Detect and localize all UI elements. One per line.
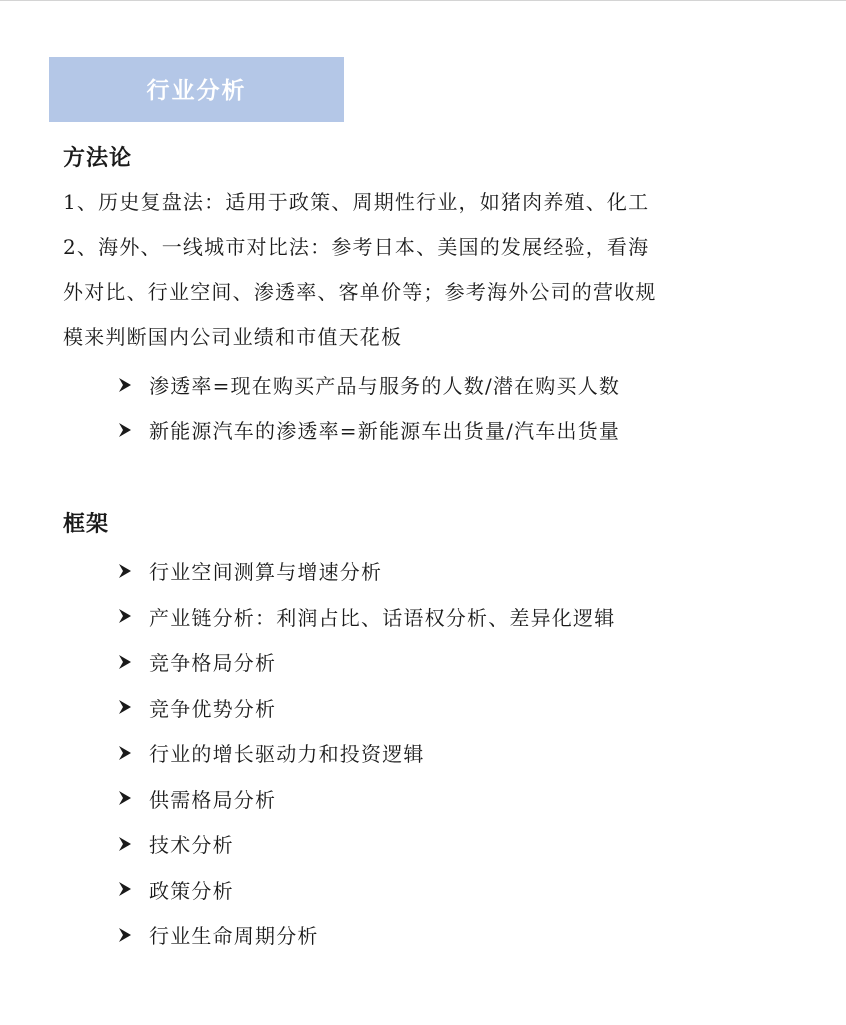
- methodology-paragraph: [63, 180, 783, 360]
- methodology-line: 外对比、行业空间、渗透率、客单价等；参考海外公司的营收规: [63, 280, 657, 304]
- arrowhead-bullet-icon: [117, 375, 149, 395]
- list-item: [117, 407, 620, 452]
- list-item: [117, 548, 615, 594]
- list-item: [117, 362, 620, 407]
- list-item: [117, 867, 615, 913]
- framework-heading: 框架: [63, 511, 110, 537]
- methodology-heading: 方法论: [63, 145, 133, 171]
- arrowhead-bullet-icon: [117, 697, 149, 717]
- list-item: [117, 776, 615, 822]
- arrowhead-bullet-icon: [117, 879, 149, 899]
- bullet-text: 产业链分析：利润占比、话语权分析、差异化逻辑: [149, 605, 616, 630]
- framework-bullet-list: [117, 548, 615, 958]
- methodology-line: 1、历史复盘法：适用于政策、周期性行业，如猪肉养殖、化工: [63, 190, 650, 214]
- arrowhead-bullet-icon: [117, 834, 149, 854]
- bullet-text: 政策分析: [149, 878, 234, 903]
- methodology-line: 模来判断国内公司业绩和市值天花板: [63, 325, 403, 349]
- bullet-text: 渗透率=现在购买产品与服务的人数/潜在购买人数: [149, 374, 621, 398]
- arrowhead-bullet-icon: [117, 652, 149, 672]
- bullet-text: 行业空间测算与增速分析: [149, 560, 383, 585]
- list-item: [117, 594, 615, 640]
- arrowhead-bullet-icon: [117, 788, 149, 808]
- bullet-text: 新能源汽车的渗透率=新能源车出货量/汽车出货量: [149, 419, 621, 443]
- bullet-text: 行业的增长驱动力和投资逻辑: [149, 742, 425, 767]
- bullet-text: 竞争格局分析: [149, 651, 277, 676]
- list-item: [117, 821, 615, 867]
- list-item: [117, 730, 615, 776]
- bullet-text: 竞争优势分析: [149, 696, 277, 721]
- list-item: [117, 685, 615, 731]
- arrowhead-bullet-icon: [117, 743, 149, 763]
- bullet-text: 供需格局分析: [149, 787, 277, 812]
- list-item: [117, 912, 615, 958]
- methodology-bullet-list: [117, 362, 620, 452]
- list-item: [117, 639, 615, 685]
- arrowhead-bullet-icon: [117, 420, 149, 440]
- arrowhead-bullet-icon: [117, 606, 149, 626]
- arrowhead-bullet-icon: [117, 925, 149, 945]
- section-title-banner: [49, 57, 344, 122]
- bullet-text: 技术分析: [149, 833, 234, 858]
- methodology-line: 2、海外、一线城市对比法：参考日本、美国的发展经验，看海: [63, 235, 650, 259]
- banner-title: 行业分析: [146, 77, 247, 104]
- bullet-text: 行业生命周期分析: [149, 924, 319, 949]
- top-divider: [0, 0, 846, 1]
- arrowhead-bullet-icon: [117, 561, 149, 581]
